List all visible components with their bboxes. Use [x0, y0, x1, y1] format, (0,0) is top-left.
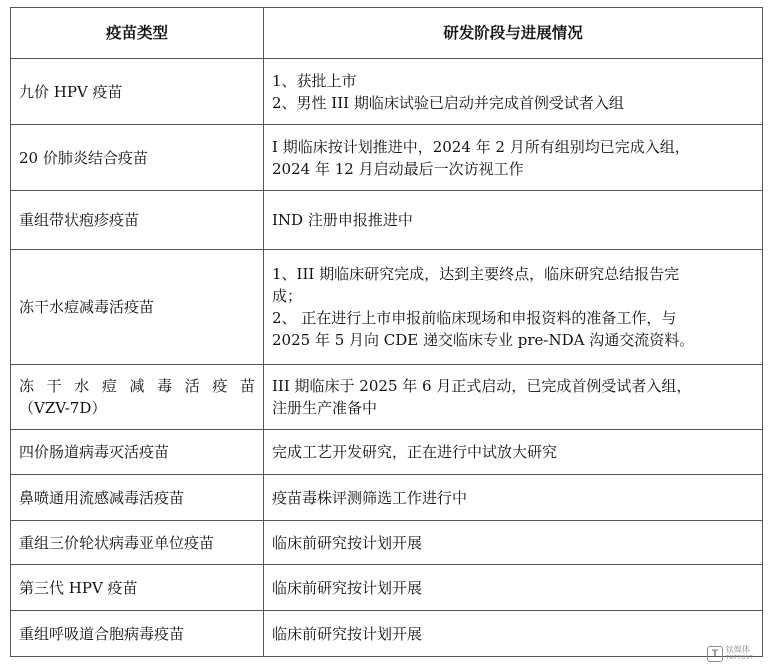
progress-line: 1、获批上市: [272, 71, 357, 90]
progress-line: 疫苗毒株评测筛选工作进行中: [272, 488, 468, 507]
table-row: [11, 521, 763, 565]
table-row: [11, 250, 763, 365]
progress-line: 完成工艺开发研究，正在进行中试放大研究: [272, 443, 558, 461]
progress-cell: [264, 125, 763, 191]
watermark-text-zh: 钛媒体: [725, 645, 750, 654]
vaccine-type-cell: 鼻喷通用流感减毒活疫苗: [11, 475, 264, 521]
watermark-logo: [707, 646, 753, 662]
tmtpost-logo-icon: T: [707, 646, 723, 662]
progress-line: 成；: [272, 287, 303, 305]
table-header-row: [11, 8, 763, 59]
vaccine-pipeline-table: [10, 7, 763, 657]
progress-cell: [264, 430, 763, 475]
progress-line: 1、III 期临床研究完成，达到主要终点，临床研究总结报告完: [272, 265, 680, 283]
progress-line: 2、男性 III 期临床试验已启动并完成首例受试者入组: [272, 93, 624, 112]
table-row: [11, 191, 763, 250]
table-row: [11, 611, 763, 657]
header-progress: 研发阶段与进展情况: [264, 8, 763, 59]
watermark-text-en: TMTPOST: [725, 655, 753, 661]
vaccine-type-cell: 重组呼吸道合胞病毒疫苗: [11, 611, 264, 657]
table-row: [11, 365, 763, 430]
table-row: [11, 430, 763, 475]
vaccine-type-cell: 九价 HPV 疫苗: [11, 59, 264, 125]
progress-line: 临床前研究按计划开展: [272, 533, 423, 552]
vaccine-type-cell: [11, 365, 264, 430]
progress-cell: [264, 475, 763, 521]
progress-line: III 期临床于 2025 年 6 月正式启动，已完成首例受试者入组，: [272, 377, 692, 395]
progress-line: 2024 年 12 月启动最后一次访视工作: [272, 159, 524, 178]
watermark-text: [726, 646, 753, 662]
table-row: [11, 475, 763, 521]
table-row: [11, 59, 763, 125]
table-row: [11, 125, 763, 191]
vaccine-type-cell: 重组三价轮状病毒亚单位疫苗: [11, 521, 264, 565]
progress-line: 临床前研究按计划开展: [272, 578, 423, 597]
progress-line: 2025 年 5 月向 CDE 递交临床专业 pre-NDA 沟通交流资料。: [272, 331, 695, 349]
progress-cell: [264, 191, 763, 250]
vaccine-name-line: 冻干水痘减毒活疫苗: [19, 377, 255, 395]
progress-line: 注册生产准备中: [272, 399, 378, 417]
vaccine-type-cell: 四价肠道病毒灭活疫苗: [11, 430, 264, 475]
progress-cell: [264, 250, 763, 365]
vaccine-type-cell: 冻干水痘减毒活疫苗: [11, 250, 264, 365]
progress-cell: [264, 365, 763, 430]
vaccine-type-cell: 第三代 HPV 疫苗: [11, 565, 264, 611]
table-row: [11, 565, 763, 611]
progress-line: 临床前研究按计划开展: [272, 624, 423, 643]
progress-line: 2、 正在进行上市申报前临床现场和申报资料的准备工作，与: [272, 309, 677, 327]
progress-line: I 期临床按计划推进中，2024 年 2 月所有组别均已完成入组，: [272, 137, 690, 156]
progress-cell: [264, 565, 763, 611]
progress-cell: [264, 611, 763, 657]
vaccine-name-line: （VZV-7D）: [19, 399, 107, 417]
progress-cell: [264, 521, 763, 565]
vaccine-type-cell: 20 价肺炎结合疫苗: [11, 125, 264, 191]
progress-cell: [264, 59, 763, 125]
vaccine-type-cell: 重组带状疱疹疫苗: [11, 191, 264, 250]
progress-line: IND 注册申报推进中: [272, 211, 413, 229]
header-vaccine-type: 疫苗类型: [11, 8, 264, 59]
